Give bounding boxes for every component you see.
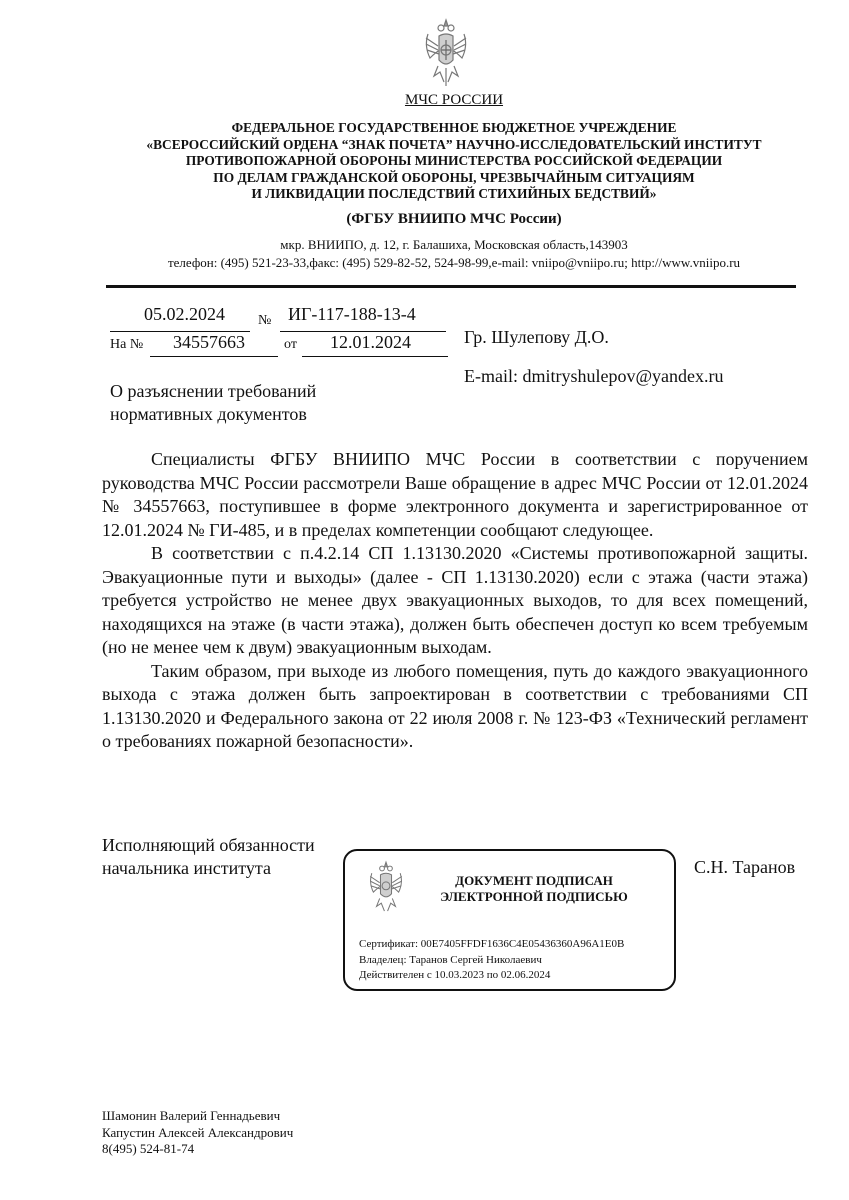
header-divider [106, 285, 796, 288]
stamp-details [359, 937, 624, 984]
body-paragraph: В соответствии с п.4.2.14 СП 1.13130.2020 «Системы противопожарной защиты. Эвакуационные пути и выходы» (далее - СП 1.13130.2020) если с этажа (части этажа) требуется устройство не менее двух эвакуационных выходов, то для всех помещений, находящихся на этаже (в части этажа), должен быть обеспечен доступ ко всем требуемым (но не менее чем к двум) эвакуационным выходам. [102, 543, 808, 657]
addressee-email: E-mail: dmitryshulepov@yandex.ru [464, 366, 724, 386]
subject-line: нормативных документов [110, 404, 307, 424]
reference-number: 34557663 [173, 332, 245, 352]
mchs-emblem-icon [422, 16, 470, 92]
stamp-owner: Владелец: Таранов Сергей Николаевич [359, 953, 542, 966]
executor-phone: 8(495) 524-81-74 [102, 1141, 195, 1156]
body-paragraph: Таким образом, при выходе из любого помещения, путь до каждого эвакуационного выхода с этажа должен быть запроектирован в соответствии с требованиями СП 1.13130.2020 и Федерального закона от 22 июля 2008 г. № 123-ФЗ «Технический регламент о требованиях пожарной безопасности». [102, 660, 808, 751]
letter-body [102, 448, 808, 754]
outgoing-date-field [110, 304, 250, 332]
stamp-validity: Действителен с 10.03.2023 по 02.06.2024 [359, 969, 551, 981]
number-label: № [258, 313, 272, 328]
org-line: ФЕДЕРАЛЬНОЕ ГОСУДАРСТВЕННОЕ БЮДЖЕТНОЕ УЧРЕЖДЕНИЕ [231, 120, 677, 135]
stamp-emblem-icon [367, 859, 405, 919]
signer-name: С.Н. Таранов [694, 857, 796, 877]
stamp-title-line: ЭЛЕКТРОННОЙ ПОДПИСЬЮ [440, 889, 628, 904]
signer-position-line: Исполняющий обязанности [102, 835, 315, 855]
reference-date-field [302, 332, 448, 357]
org-line: И ЛИКВИДАЦИИ ПОСЛЕДСТВИЙ СТИХИЙНЫХ БЕДСТВИЙ» [251, 186, 657, 202]
org-line: ПО ДЕЛАМ ГРАЖДАНСКОЙ ОБОРОНЫ, ЧРЕЗВЫЧАЙНЫМ СИТУАЦИЯМ [213, 169, 695, 185]
executor-line: Капустин Алексей Александрович [102, 1124, 294, 1140]
reference-from-label: от [284, 337, 297, 352]
reference-label: На № [110, 337, 144, 352]
body-paragraph: Специалисты ФГБУ ВНИИПО МЧС России в соответствии с поручением руководства МЧС России рассмотрели Ваше обращение в адрес МЧС России от 12.01.2024 № 34557663, поступившее в форме электронного документа и зарегистрированное от 12.01.2024 № ГИ-485, и в пределах компетенции сообщают следующее. [102, 449, 808, 540]
subject-line: О разъяснении требований [110, 381, 317, 401]
org-line: «ВСЕРОССИЙСКИЙ ОРДЕНА “ЗНАК ПОЧЕТА” НАУЧНО-ИССЛЕДОВАТЕЛЬСКИЙ ИНСТИТУТ [146, 136, 762, 152]
organization-name [60, 120, 848, 203]
addressee: Гр. Шулепову Д.О. [464, 327, 609, 347]
signer-position [102, 834, 315, 880]
organization-contacts: телефон: (495) 521-23-33,факс: (495) 529-82-52, 524-98-99,e-mail: vniipo@vniipo.ru; http://www.vniipo.ru [167, 255, 741, 270]
letter-subject [110, 380, 316, 426]
executor-line: Шамонин Валерий Геннадьевич [102, 1108, 281, 1123]
organization-short-name: (ФГБУ ВНИИПО МЧС России) [346, 211, 562, 227]
outgoing-number: ИГ-117-188-13-4 [288, 304, 416, 324]
reference-date: 12.01.2024 [330, 332, 411, 352]
signer-position-line: начальника института [102, 858, 271, 878]
reference-number-field [150, 332, 278, 357]
electronic-signature-stamp [343, 849, 676, 991]
outgoing-date: 05.02.2024 [144, 304, 225, 324]
stamp-certificate: Сертификат: 00E7405FFDF1636C4E05436360A96A1E0B [359, 938, 625, 950]
executor-contacts [102, 1108, 293, 1158]
stamp-title [415, 873, 653, 905]
stamp-title-line: ДОКУМЕНТ ПОДПИСАН [455, 873, 613, 888]
outgoing-number-field [280, 304, 446, 332]
org-line: ПРОТИВОПОЖАРНОЙ ОБОРОНЫ МИНИСТЕРСТВА РОССИЙСКОЙ ФЕДЕРАЦИИ [185, 153, 723, 169]
organization-address: мкр. ВНИИПО, д. 12, г. Балашиха, Московская область,143903 [280, 237, 628, 252]
ministry-name: МЧС РОССИИ [404, 92, 504, 108]
